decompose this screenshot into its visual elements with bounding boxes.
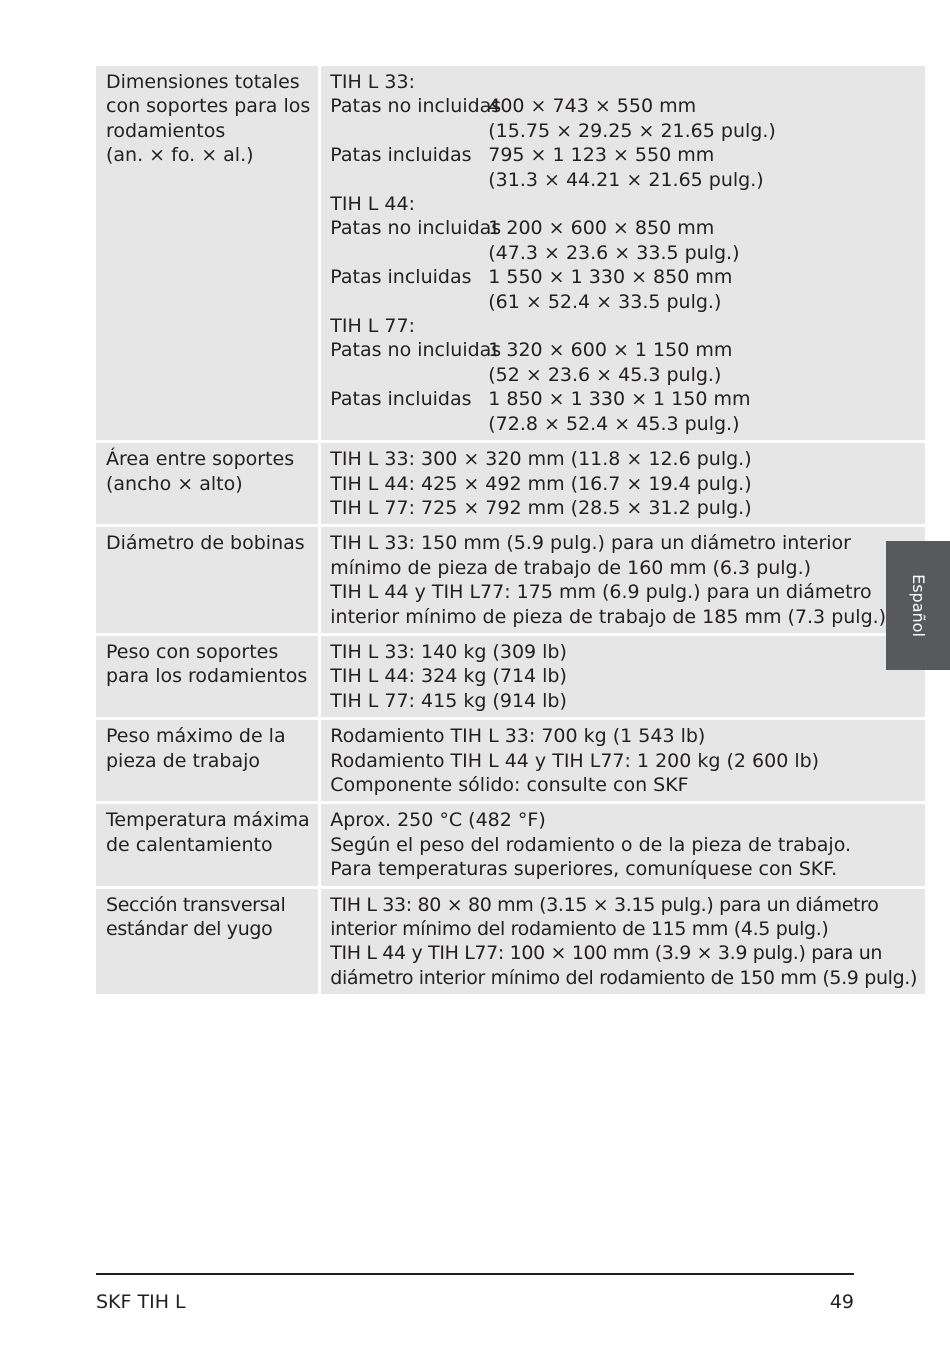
label-line: Dimensiones totales bbox=[106, 71, 300, 93]
label-line: Peso con soportes bbox=[106, 640, 279, 663]
label-line: pieza de trabajo bbox=[106, 749, 260, 772]
value-line: mínimo de pieza de trabajo de 160 mm (6.3 pulg.) bbox=[330, 556, 812, 579]
pair-value-imperial: (72.8 × 52.4 × 45.3 pulg.) bbox=[488, 412, 740, 435]
value-line: TIH L 33: 300 × 320 mm (11.8 × 12.6 pulg.) bbox=[330, 448, 752, 471]
spec-label-coil-diameter bbox=[96, 527, 321, 636]
value-line: TIH L 44 y TIH L77: 100 × 100 mm (3.9 × 3.9 pulg.) para un bbox=[330, 942, 883, 965]
value-line: interior mínimo del rodamiento de 115 mm (4.5 pulg.) bbox=[330, 918, 829, 940]
spec-value-weight bbox=[321, 636, 925, 720]
spec-row-max-temperature bbox=[96, 804, 925, 888]
pair-value: 1 850 × 1 330 × 1 150 mm bbox=[488, 388, 751, 411]
spec-label-dimensions bbox=[96, 66, 321, 443]
label-line: Peso máximo de la bbox=[106, 725, 286, 748]
spec-value-coil-diameter bbox=[321, 527, 925, 636]
spec-row-dimensions bbox=[96, 66, 925, 443]
dimension-pair bbox=[330, 143, 917, 167]
pair-value-imperial: (52 × 23.6 × 45.3 pulg.) bbox=[488, 363, 722, 386]
value-line: Componente sólido: consulte con SKF bbox=[330, 773, 689, 796]
value-line: TIH L 77: 725 × 792 mm (28.5 × 31.2 pulg.) bbox=[330, 496, 752, 519]
label-line: rodamientos bbox=[106, 119, 226, 142]
footer-divider bbox=[96, 1273, 854, 1275]
value-line: TIH L 33: 150 mm (5.9 pulg.) para un diámetro interior bbox=[330, 532, 851, 555]
label-line: (an. × fo. × al.) bbox=[106, 144, 254, 167]
spec-label-yoke-section bbox=[96, 889, 321, 998]
value-line: TIH L 33: 140 kg (309 lb) bbox=[330, 640, 567, 663]
spec-row-max-workpiece-weight bbox=[96, 720, 925, 804]
pair-value: 1 200 × 600 × 850 mm bbox=[488, 217, 715, 240]
dimension-pair bbox=[330, 265, 917, 289]
pair-key: Patas no incluidas bbox=[330, 339, 502, 362]
spec-label-area bbox=[96, 443, 321, 527]
label-line: para los rodamientos bbox=[106, 665, 308, 688]
label-line: Área entre soportes bbox=[106, 448, 295, 471]
model-title: TIH L 33: bbox=[330, 71, 415, 93]
pair-value: 795 × 1 123 × 550 mm bbox=[488, 144, 715, 167]
label-line: (ancho × alto) bbox=[106, 472, 243, 495]
pair-key: Patas no incluidas bbox=[330, 217, 502, 240]
pair-key: Patas incluidas bbox=[330, 144, 472, 167]
model-title: TIH L 77: bbox=[330, 315, 415, 338]
value-line: Aprox. 250 °C (482 °F) bbox=[330, 809, 546, 832]
spec-row-coil-diameter bbox=[96, 527, 925, 636]
spec-label-weight bbox=[96, 636, 321, 720]
pair-key: Patas no incluidas bbox=[330, 95, 502, 118]
label-line: estándar del yugo bbox=[106, 918, 273, 940]
dimension-pair bbox=[330, 387, 917, 411]
spec-row-yoke-section bbox=[96, 889, 925, 998]
pair-value: 1 550 × 1 330 × 850 mm bbox=[488, 266, 733, 289]
pair-value-imperial: (47.3 × 23.6 × 33.5 pulg.) bbox=[488, 241, 740, 264]
specifications-table bbox=[96, 66, 925, 997]
value-line: TIH L 44: 425 × 492 mm (16.7 × 19.4 pulg.) bbox=[330, 472, 752, 495]
value-line: Rodamiento TIH L 44 y TIH L77: 1 200 kg (2 600 lb) bbox=[330, 749, 820, 772]
label-line: Sección transversal bbox=[106, 893, 286, 916]
spec-row-weight bbox=[96, 636, 925, 720]
pair-value-imperial: (61 × 52.4 × 33.5 pulg.) bbox=[488, 290, 722, 313]
model-title: TIH L 44: bbox=[330, 193, 415, 216]
language-side-tab bbox=[886, 541, 950, 670]
label-line: con soportes para los bbox=[106, 95, 311, 118]
spec-value-max-workpiece-weight bbox=[321, 720, 925, 804]
footer-product-name: SKF TIH L bbox=[96, 1291, 186, 1313]
pair-key: Patas incluidas bbox=[330, 266, 472, 289]
spec-row-area bbox=[96, 443, 925, 527]
label-line: de calentamiento bbox=[106, 833, 273, 856]
pair-key: Patas incluidas bbox=[330, 388, 472, 411]
spec-value-area bbox=[321, 443, 925, 527]
dimension-pair bbox=[330, 338, 917, 362]
value-line: Según el peso del rodamiento o de la pieza de trabajo. bbox=[330, 833, 852, 856]
pair-value: 400 × 743 × 550 mm bbox=[488, 95, 697, 118]
pair-value-imperial: (15.75 × 29.25 × 21.65 pulg.) bbox=[488, 119, 776, 142]
pair-value-imperial: (31.3 × 44.21 × 21.65 pulg.) bbox=[488, 168, 764, 191]
dimension-pair bbox=[330, 94, 917, 118]
value-line: TIH L 44: 324 kg (714 lb) bbox=[330, 665, 567, 688]
value-line: Para temperaturas superiores, comuníquese con SKF. bbox=[330, 858, 838, 881]
value-line: TIH L 44 y TIH L77: 175 mm (6.9 pulg.) para un diámetro bbox=[330, 581, 872, 604]
label-line: Diámetro de bobinas bbox=[106, 532, 305, 555]
footer-page-number: 49 bbox=[829, 1291, 854, 1313]
pair-value: 1 320 × 600 × 1 150 mm bbox=[488, 339, 733, 362]
label-line: Temperatura máxima bbox=[106, 809, 310, 832]
spec-value-max-temperature bbox=[321, 804, 925, 888]
spec-label-max-workpiece-weight bbox=[96, 720, 321, 804]
spec-label-max-temperature bbox=[96, 804, 321, 888]
spec-value-yoke-section bbox=[321, 889, 925, 998]
dimension-pair bbox=[330, 216, 917, 240]
value-line: diámetro interior mínimo del rodamiento de 150 mm (5.9 pulg.) bbox=[330, 966, 918, 989]
value-line: interior mínimo de pieza de trabajo de 185 mm (7.3 pulg.) bbox=[330, 605, 887, 628]
value-line: TIH L 77: 415 kg (914 lb) bbox=[330, 689, 567, 712]
value-line: Rodamiento TIH L 33: 700 kg (1 543 lb) bbox=[330, 725, 706, 748]
spec-value-dimensions bbox=[321, 66, 925, 443]
value-line: TIH L 33: 80 × 80 mm (3.15 × 3.15 pulg.) para un diámetro bbox=[330, 893, 879, 916]
language-label: Español bbox=[908, 574, 928, 637]
